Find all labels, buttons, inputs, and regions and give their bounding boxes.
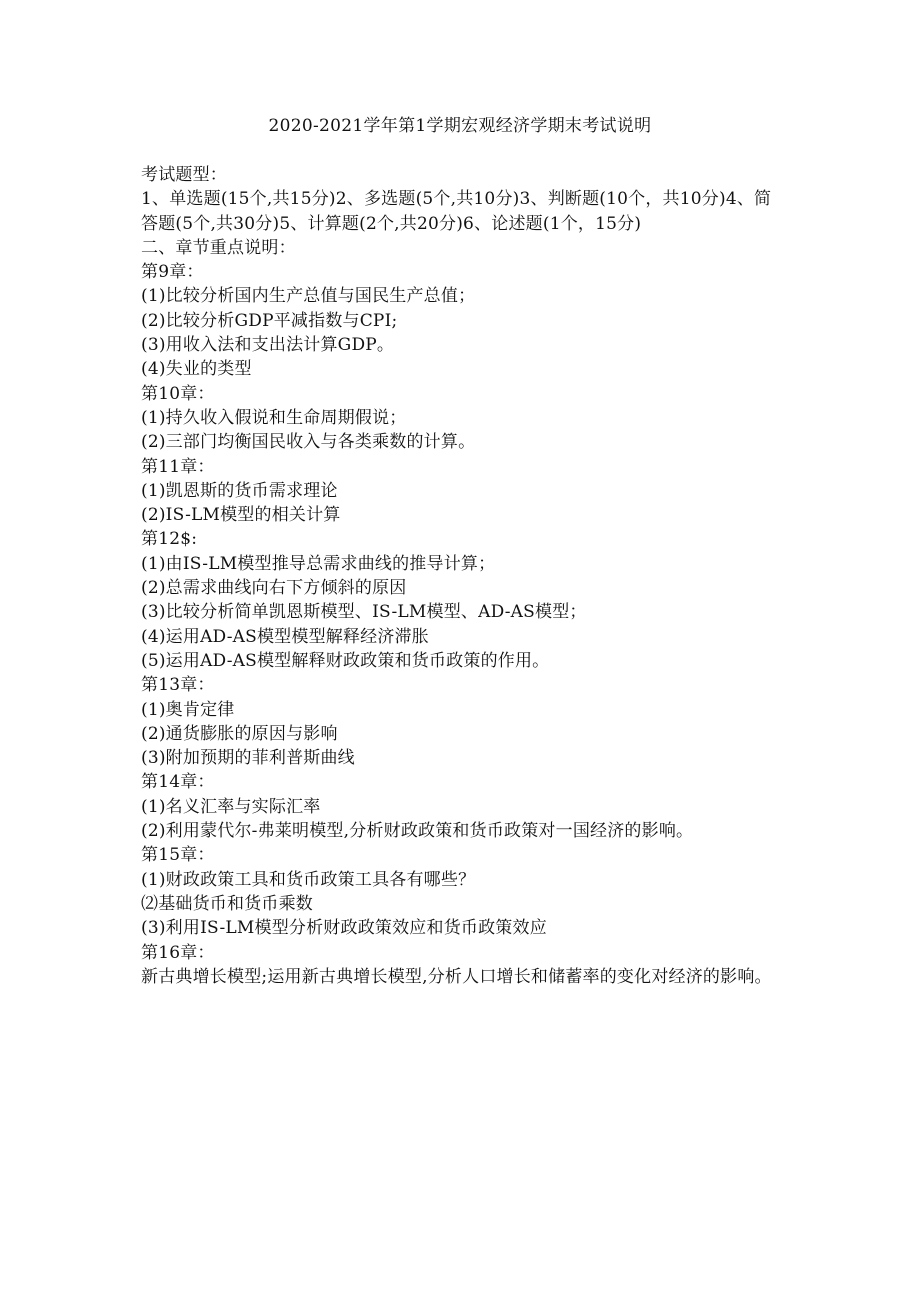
chapter-title: 第12$: — [141, 529, 198, 550]
chapter-section — [141, 382, 781, 455]
chapter-item: (3)比较分析简单凯恩斯模型、IS-LM模型、AD-AS模型； — [141, 602, 587, 623]
chapter-item: (1)名义汇率与实际汇率 — [141, 796, 321, 817]
chapter-item: (1)奥肯定律 — [141, 699, 235, 720]
document-title: 2020-2021学年第1学期宏观经济学期末考试说明 — [268, 116, 652, 136]
chapter-item: (2)比较分析GDP平减指数与CPI; — [141, 310, 398, 331]
chapter-section — [141, 260, 781, 381]
chapter-item: (2)利用蒙代尔-弗莱明模型,分析财政政策和货币政策对一国经济的影响。 — [141, 821, 694, 842]
chapter-title: 第15章： — [141, 845, 215, 866]
chapter-item: (2)通货膨胀的原因与影响 — [141, 723, 338, 744]
chapter-item: (2)三部门均衡国民收入与各类乘数的计算。 — [141, 432, 476, 453]
chapter-item: (2)IS-LM模型的相关计算 — [141, 505, 341, 526]
chapter-item: 新古典增长模型;运用新古典增长模型,分析人口增长和储蓄率的变化对经济的影响。 — [141, 966, 772, 987]
chapter-item: (2)总需求曲线向右下方倾斜的原因 — [141, 578, 407, 599]
chapter-section — [141, 455, 781, 528]
chapter-item: (4)失业的类型 — [141, 359, 252, 380]
exam-types-heading: 考试题型： — [141, 165, 227, 185]
chapter-item: (1)比较分析国内生产总值与国民生产总值； — [141, 286, 476, 307]
chapter-title: 第13章： — [141, 675, 215, 696]
chapter-title: 第9章： — [141, 262, 204, 283]
chapter-section — [141, 770, 781, 843]
exam-types-text: 1、单选题(15个,共15分)2、多选题(5个,共10分)3、判断题(10个，共10分)4、简答题(5个,共30分)5、计算题(2个,共20分)6、论述题(1个，15分) — [141, 189, 772, 234]
chapter-item: (1)持久收入假说和生命周期假说； — [141, 407, 407, 428]
chapter-item: (3)利用IS-LM模型分析财政政策效应和货币政策效应 — [141, 918, 547, 939]
chapter-title: 第14章： — [141, 772, 215, 793]
chapter-title: 第10章： — [141, 383, 215, 404]
chapter-heading: 二、章节重点说明： — [141, 237, 296, 258]
chapter-section — [141, 941, 781, 990]
chapter-item: (4)运用AD-AS模型模型解释经济滞胀 — [141, 626, 429, 647]
chapter-section — [141, 527, 781, 673]
chapter-section — [141, 673, 781, 770]
chapter-item: (1)凯恩斯的货币需求理论 — [141, 480, 338, 501]
chapter-item: (1)由IS-LM模型推导总需求曲线的推导计算； — [141, 553, 496, 574]
chapter-title: 第11章： — [141, 456, 215, 477]
document-body — [141, 163, 781, 989]
chapter-section — [141, 843, 781, 940]
chapter-item: (3)附加预期的菲利普斯曲线 — [141, 748, 355, 769]
chapter-item: (1)财政政策工具和货币政策工具各有哪些？ — [141, 869, 476, 890]
chapter-item: (5)运用AD-AS模型解释财政政策和货币政策的作用。 — [141, 650, 550, 671]
chapter-item: ⑵基础货币和货币乘数 — [141, 893, 313, 914]
chapter-item: (3)用收入法和支出法计算GDP。 — [141, 335, 395, 356]
chapter-title: 第16章： — [141, 942, 215, 963]
